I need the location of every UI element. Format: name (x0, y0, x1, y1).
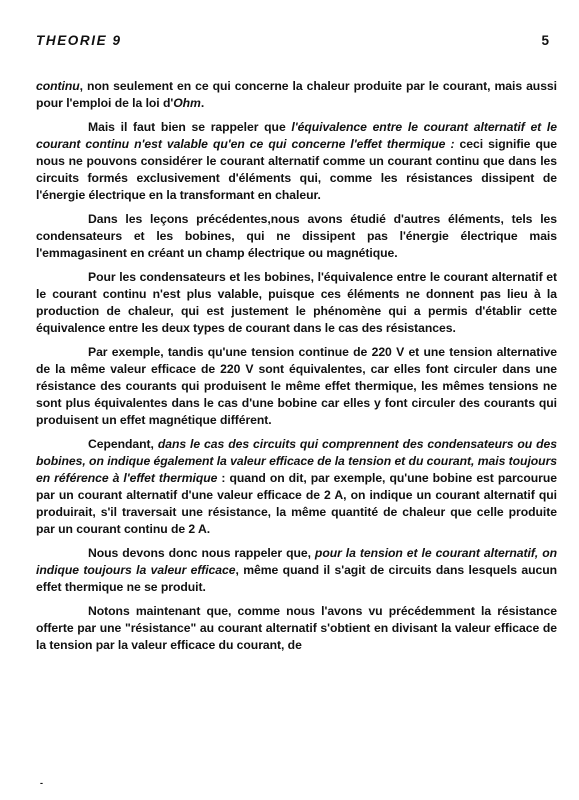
paragraph (36, 78, 557, 112)
paragraph (36, 269, 557, 337)
chapter-title: THEORIE 9 (36, 33, 122, 48)
text-segment: Par exemple, tandis qu'une tension continue de 220 V et une tension alternative de la même valeur efficace de 220 V sont équivalentes, car elles font circuler dans une résistance des courants qui produisent le même effet thermique, les mêmes tensions ne sont plus équivalentes dans le cas d'une bobine car elles y font circuler des courants qui produisent un effet magnétique différent. (36, 345, 557, 427)
paragraph (36, 545, 557, 596)
text-segment: ceci signifie que nous ne pouvons considérer le courant alternatif comme un courant continu que dans les circuits formés exclusivement d'éléments qui, comme les résistances dissipent de l'énergie électrique en la transformant en chaleur. (36, 137, 558, 202)
emphasized-text: dans le cas des circuits qui comprennent des condensateurs ou des bobines, on indique également la valeur efficace de la tension et du courant, mais toujours en référence à l'effet thermique (36, 437, 557, 485)
emphasized-text: l'équivalence entre le courant alternatif et le courant continu n'est valable qu'en ce qui concerne l'effet thermique : (36, 120, 557, 151)
text-segment: Pour les condensateurs et les bobines, l'équivalence entre le courant alternatif et le courant continu n'est plus valable, puisque ces éléments ne donnent pas lieu à la production de chaleur, qui est justement le phénomène qui a permis d'établir cette équivalence entre les deux types de courant dans le cas des résistances. (36, 270, 557, 335)
text-segment: , même quand il s'agit de circuits dans lesquels aucun effet thermique ne se produit. (36, 563, 557, 594)
text-segment: Nous devons donc nous rappeler que, (88, 546, 315, 560)
body-text (36, 78, 557, 654)
text-segment: Mais il faut bien se rappeler que (88, 120, 292, 134)
paragraph (36, 436, 557, 538)
page-number: 5 (541, 33, 549, 48)
text-segment: Notons maintenant que, comme nous l'avons vu précédemment la résistance offerte par une "résistance" au courant alternatif s'obtient en divisant la valeur efficace de la tension par la valeur efficace du courant, de (36, 604, 557, 652)
paragraph (36, 603, 557, 654)
text-segment: Dans les leçons précédentes,nous avons étudié d'autres éléments, tels les condensateurs et les bobines, qui ne dissipent pas l'énergie électrique mais l'emmagasinent en créant un champ électrique ou magnétique. (36, 212, 557, 260)
emphasized-text: Ohm (173, 96, 201, 110)
paragraph (36, 344, 557, 429)
emphasized-text: continu (36, 79, 80, 93)
text-segment: , non seulement en ce qui concerne la chaleur produite par le courant, mais aussi pour l'emploi de la loi d' (36, 79, 557, 110)
text-segment: Cependant, (88, 437, 158, 451)
emphasized-text: pour la tension et le courant alternatif, on indique toujours la valeur efficace (36, 546, 557, 577)
text-segment: . (200, 96, 205, 110)
paragraph (36, 119, 557, 204)
margin-mark: - (40, 778, 43, 788)
page-header (36, 33, 549, 53)
paragraph (36, 211, 557, 262)
text-segment: : quand on dit, par exemple, qu'une bobine est parcourue par un courant alternatif d'une valeur efficace de 2 A, on indique un courant alternatif qui produirait, s'il traversait une résistance, la même quantité de chaleur que celle produite par un courant continu de 2 A. (36, 471, 557, 536)
